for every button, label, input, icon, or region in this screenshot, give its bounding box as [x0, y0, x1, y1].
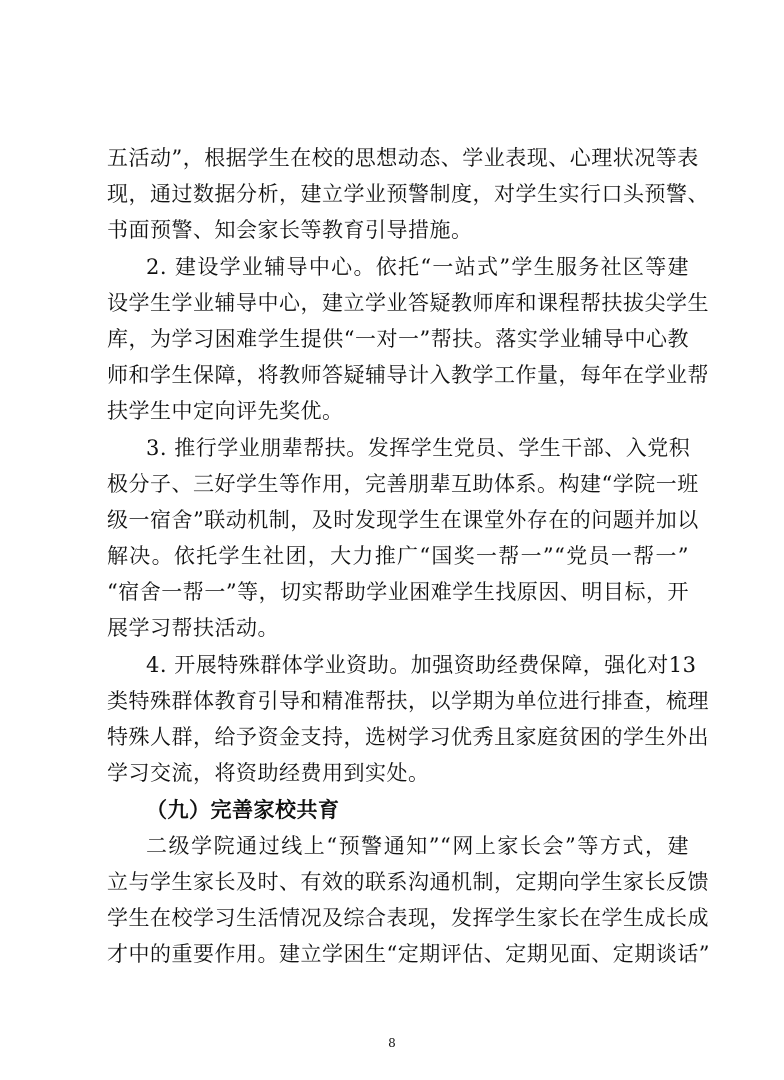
text-line: 4. 开展特殊群体学业资助。加强资助经费保障，强化对13 [146, 653, 697, 677]
text-line: 学生在校学习生活情况及综合表现，发挥学生家长在学生成长成 [107, 906, 709, 930]
text-line: 扶学生中定向评先奖优。 [107, 399, 344, 423]
text-line: 才中的重要作用。建立学困生“定期评估、定期见面、定期谈话” [107, 942, 710, 966]
text-line: 解决。依托学生社团，大力推广“国奖一帮一”“党员一帮一” [107, 544, 689, 568]
text-line: 二级学院通过线上“预警通知”“网上家长会”等方式，建 [146, 834, 689, 858]
text-line: 极分子、三好学生等作用，完善朋辈互助体系。构建“学院一班 [107, 472, 699, 496]
page-number: 8 [388, 1036, 396, 1050]
text-line: 级一宿舍”联动机制，及时发现学生在课堂外存在的问题并加以 [107, 508, 699, 532]
text-line: 书面预警、知会家长等教育引导措施。 [107, 218, 473, 242]
text-line: 设学生学业辅导中心，建立学业答疑教师库和课程帮扶拔尖学生 [107, 291, 709, 315]
text-line: 3. 推行学业朋辈帮扶。发挥学生党员、学生干部、入党积 [146, 436, 691, 460]
section-heading: （九）完善家校共育 [146, 797, 340, 822]
text-line: 2. 建设学业辅导中心。依托“一站式”学生服务社区等建 [146, 255, 689, 279]
text-line: 库，为学习困难学生提供“一对一”帮扶。落实学业辅导中心教 [107, 327, 689, 351]
text-line: 展学习帮扶活动。 [107, 616, 279, 640]
text-line: 师和学生保障，将教师答疑辅导计入教学工作量，每年在学业帮 [107, 363, 709, 387]
text-line: 立与学生家长及时、有效的联系沟通机制，定期向学生家长反馈 [107, 870, 709, 894]
text-line: 类特殊群体教育引导和精准帮扶，以学期为单位进行排查，梳理 [107, 689, 709, 713]
text-line: 特殊人群，给予资金支持，选树学习优秀且家庭贫困的学生外出 [107, 725, 709, 749]
text-line: 现，通过数据分析，建立学业预警制度，对学生实行口头预警、 [107, 182, 709, 206]
text-line: 学习交流，将资助经费用到实处。 [107, 761, 430, 785]
text-line: “宿舍一帮一”等，切实帮助学业困难学生找原因、明目标，开 [107, 580, 689, 604]
text-line: 五活动”，根据学生在校的思想动态、学业表现、心理状况等表 [107, 146, 699, 170]
